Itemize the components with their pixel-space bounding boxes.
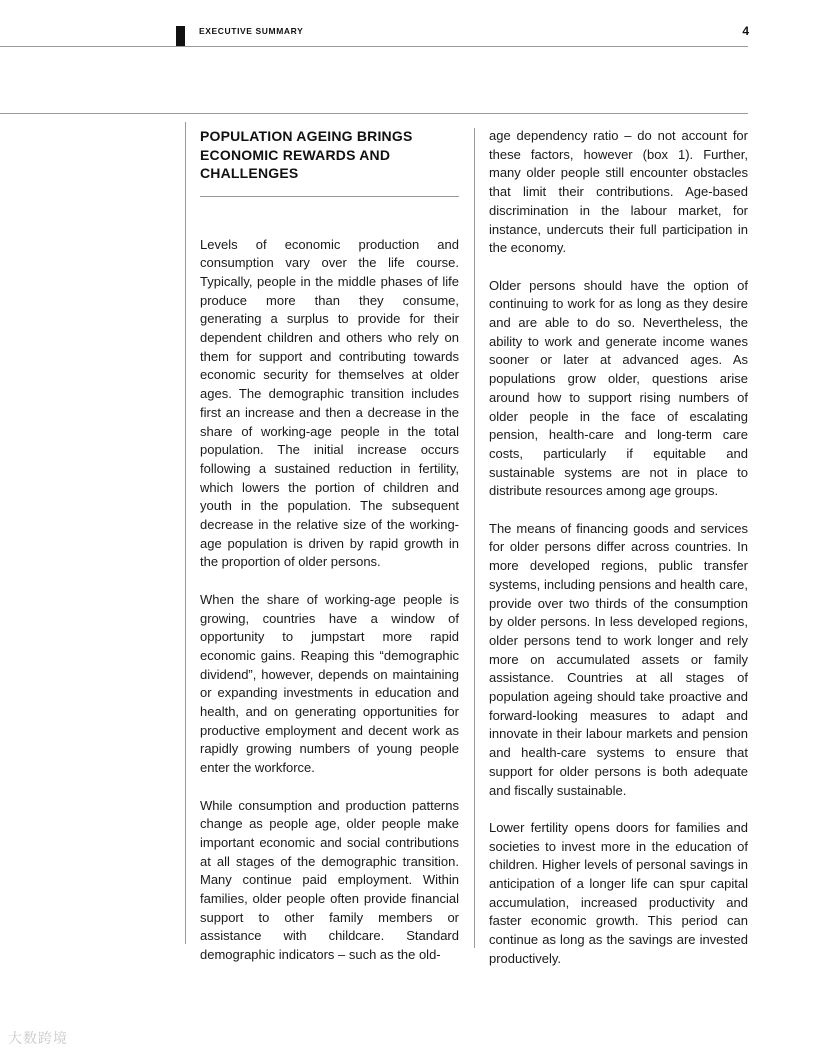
paragraph-4: Older persons should have the option of continuing to work for as long as they desire and are able to do so. Nevertheless, the ability to work and generate income wanes sooner or later at advanced ages. As populations grow older, questions arise around how to support rising numbers of older people in the face of escalating pension, health-care and long-term care costs, particularly if equitable and sustainable systems are not in place to distribute resources among age groups. (489, 277, 748, 499)
running-header: EXECUTIVE SUMMARY (199, 26, 304, 36)
left-margin-divider (185, 122, 186, 944)
paragraph-6: Lower fertility opens doors for families and societies to invest more in the education of children. Higher levels of personal savings in anticipation of a longer life can spur capital accumulation, increased productivity and faster economic growth. This period can continue as long as the savings are invested productively. (489, 819, 748, 966)
right-column (489, 127, 748, 969)
column-divider (474, 128, 475, 948)
paragraph-1: Levels of economic production and consumption vary over the life course. Typically, people in the middle phases of life produce more than they consume, generating a surplus to provide for their dependent children and others who rely on them for support and contributing towards economic security for themselves at older ages. The demographic transition includes first an increase and then a decrease in the share of working-age people in the total population. The initial increase occurs following a sustained reduction in fertility, which lowers the portion of children and youth in the population. The subsequent decrease in the relative size of the working-age population is driven by rapid growth in the proportion of older persons. (200, 236, 459, 570)
watermark: 大数跨境 (8, 1030, 68, 1046)
section-title: POPULATION AGEING BRINGS ECONOMIC REWARDS AND CHALLENGES (200, 128, 413, 181)
paragraph-3-continued: age dependency ratio – do not account for these factors, however (box 1). Further, many older people still encounter obstacles that limit their contributions. Age-based discrimination in the labour market, for instance, undercuts their full participation in the economy. (489, 128, 748, 256)
paragraph-2: When the share of working-age people is growing, countries have a window of opportunity to jumpstart more rapid economic gains. Reaping this “demographic dividend”, however, depends on maintaining or expanding investments in education and health, and on generating opportunities for productive employment and decent work as rapidly growing numbers of young people enter the workforce. (200, 591, 459, 776)
left-column (200, 127, 459, 965)
header-divider (0, 46, 748, 47)
paragraph-5: The means of financing goods and services for older persons differ across countries. In more developed regions, public transfer systems, including pensions and health care, provide over two thirds of the consumption by older persons. In less developed regions, older persons tend to work longer and rely more on accumulated assets or family assistance. Countries at all stages of population ageing should take proactive and forward-looking measures to adapt and innovate in their labour markets and pension and health-care systems to ensure that support for older persons is both adequate and fiscally sustainable. (489, 520, 748, 798)
header-marker-bar (176, 26, 185, 46)
title-underline (200, 196, 459, 197)
paragraph-3: While consumption and production patterns change as people age, older people make important economic and social contributions at all stages of the demographic transition. Many continue paid employment. Within families, older people often provide financial support to other family members or assistance with childcare. Standard demographic indicators – such as the old- (200, 797, 459, 963)
page-number: 4 (742, 24, 749, 38)
section-divider (0, 113, 748, 114)
